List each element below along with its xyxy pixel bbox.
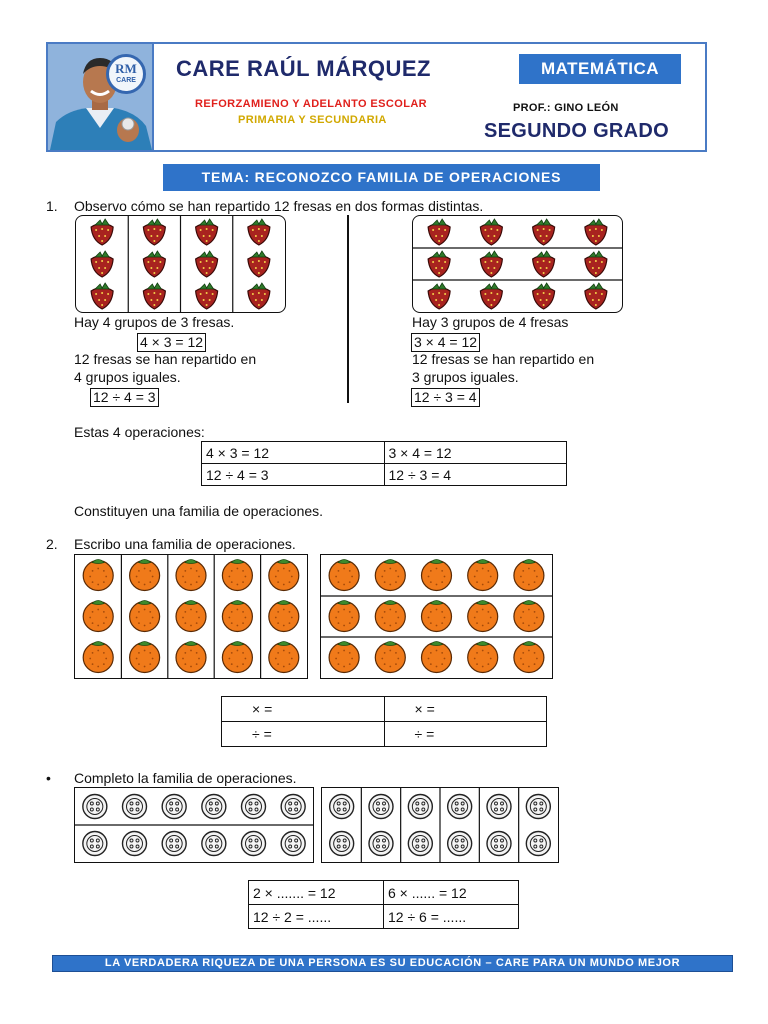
orange-icon <box>176 642 206 673</box>
table-cell: 12 ÷ 4 = 3 <box>202 464 385 486</box>
button-icon <box>83 795 107 819</box>
strawberry-icon <box>428 251 450 277</box>
slogan-line-2: PRIMARIA Y SECUNDARIA <box>238 114 387 126</box>
right-shared-text: 12 fresas se han repartido en <box>412 351 595 367</box>
left-division: 12 ÷ 4 = 3 <box>90 388 159 407</box>
button-icon <box>281 795 305 819</box>
exercise-2-prompt: Escribo una familia de operaciones. <box>74 536 296 552</box>
button-icon <box>83 832 107 856</box>
answer-cell[interactable]: × = <box>384 697 547 722</box>
strawberry-icon <box>91 219 113 245</box>
orange-icon <box>375 560 405 591</box>
strawberry-icon <box>91 283 113 309</box>
strawberry-icon <box>248 219 270 245</box>
left-equal-groups-text: 4 grupos iguales. <box>74 369 181 385</box>
slogan-line-1: REFORZAMIENO Y ADELANTO ESCOLAR <box>195 98 428 110</box>
divider-line <box>347 215 349 403</box>
orange-grid-3-rows <box>320 554 553 679</box>
strawberry-icon <box>196 251 218 277</box>
left-multiplication: 4 × 3 = 12 <box>137 333 206 352</box>
subject-badge: MATEMÁTICA <box>519 54 681 84</box>
answer-cell[interactable]: 2 × ....... = 12 <box>249 881 384 905</box>
button-icon <box>369 832 393 856</box>
topic-banner: TEMA: RECONOZCO FAMILIA DE OPERACIONES <box>163 164 600 191</box>
orange-icon <box>83 601 113 632</box>
orange-icon <box>130 642 160 673</box>
answer-cell[interactable]: × = <box>222 697 385 722</box>
strawberry-icon <box>585 219 607 245</box>
button-icon <box>408 832 432 856</box>
orange-icon <box>176 560 206 591</box>
orange-icon <box>468 560 498 591</box>
strawberry-icon <box>480 251 502 277</box>
school-logo <box>106 54 146 94</box>
strawberry-icon <box>91 251 113 277</box>
orange-icon <box>269 642 299 673</box>
orange-icon <box>329 601 359 632</box>
orange-icon <box>130 560 160 591</box>
button-icon <box>123 795 147 819</box>
button-icon <box>487 832 511 856</box>
button-icon <box>242 832 266 856</box>
button-icon <box>526 832 550 856</box>
operations-intro: Estas 4 operaciones: <box>74 424 205 440</box>
strawberry-icon <box>533 251 555 277</box>
school-name: CARE RAÚL MÁRQUEZ <box>176 56 431 81</box>
button-icon <box>487 795 511 819</box>
orange-icon <box>269 601 299 632</box>
orange-icon <box>375 601 405 632</box>
orange-icon <box>514 642 544 673</box>
right-equal-groups-text: 3 grupos iguales. <box>412 369 519 385</box>
header <box>46 42 707 152</box>
grade-label: SEGUNDO GRADO <box>484 120 670 142</box>
button-icon <box>162 832 186 856</box>
strawberry-icon <box>143 219 165 245</box>
strawberry-icon <box>480 219 502 245</box>
exercise-2-answer-table <box>221 696 547 747</box>
answer-cell[interactable]: 12 ÷ 6 = ...... <box>384 905 519 929</box>
button-icon <box>202 832 226 856</box>
exercise-3-bullet: • <box>46 770 51 786</box>
logo-text: RM <box>115 61 137 76</box>
button-icon <box>369 795 393 819</box>
orange-grid-5-columns <box>74 554 308 679</box>
strawberry-icon <box>533 219 555 245</box>
button-icon <box>448 832 472 856</box>
strawberry-icon <box>143 283 165 309</box>
orange-icon <box>422 642 452 673</box>
orange-icon <box>468 601 498 632</box>
button-icon <box>281 832 305 856</box>
orange-icon <box>329 560 359 591</box>
strawberry-icon <box>248 283 270 309</box>
right-division: 12 ÷ 3 = 4 <box>411 388 480 407</box>
answer-cell[interactable]: ÷ = <box>222 722 385 747</box>
button-icon <box>448 795 472 819</box>
button-icon <box>330 832 354 856</box>
orange-icon <box>222 601 252 632</box>
footer-banner: LA VERDADERA RIQUEZA DE UNA PERSONA ES SU EDUCACIÓN – CARE PARA UN MUNDO MEJOR <box>52 955 733 972</box>
orange-icon <box>83 642 113 673</box>
answer-cell[interactable]: ÷ = <box>384 722 547 747</box>
answer-cell[interactable]: 6 × ...... = 12 <box>384 881 519 905</box>
button-grid-6-columns <box>321 787 559 863</box>
exercise-1-number: 1. <box>46 198 58 214</box>
button-icon <box>242 795 266 819</box>
strawberry-icon <box>428 283 450 309</box>
strawberry-icon <box>248 251 270 277</box>
strawberry-grid-4-groups <box>75 215 286 313</box>
button-icon <box>408 795 432 819</box>
strawberry-grid-3-groups <box>412 215 623 313</box>
right-multiplication: 3 × 4 = 12 <box>411 333 480 352</box>
left-shared-text: 12 fresas se han repartido en <box>74 351 257 367</box>
operations-family-table <box>201 441 567 486</box>
orange-icon <box>222 642 252 673</box>
teacher-photo <box>48 44 154 150</box>
strawberry-icon <box>196 283 218 309</box>
left-groups-text: Hay 4 grupos de 3 fresas. <box>74 314 235 330</box>
right-groups-text: Hay 3 grupos de 4 fresas <box>412 314 569 330</box>
button-icon <box>202 795 226 819</box>
strawberry-icon <box>196 219 218 245</box>
exercise-3-answer-table <box>248 880 519 929</box>
table-cell: 4 × 3 = 12 <box>202 442 385 464</box>
button-icon <box>330 795 354 819</box>
orange-icon <box>514 601 544 632</box>
exercise-2-number: 2. <box>46 536 58 552</box>
strawberry-icon <box>585 251 607 277</box>
table-cell: 12 ÷ 3 = 4 <box>384 464 567 486</box>
answer-cell[interactable]: 12 ÷ 2 = ...... <box>249 905 384 929</box>
orange-icon <box>375 642 405 673</box>
orange-icon <box>329 642 359 673</box>
conclusion-text: Constituyen una familia de operaciones. <box>74 503 324 519</box>
orange-icon <box>269 560 299 591</box>
button-icon <box>123 832 147 856</box>
orange-icon <box>222 560 252 591</box>
teacher-name: PROF.: GINO LEÓN <box>513 102 619 114</box>
exercise-3-prompt: Completo la familia de operaciones. <box>74 770 297 786</box>
strawberry-icon <box>428 219 450 245</box>
strawberry-icon <box>143 251 165 277</box>
table-cell: 3 × 4 = 12 <box>384 442 567 464</box>
orange-icon <box>130 601 160 632</box>
strawberry-icon <box>533 283 555 309</box>
orange-icon <box>514 560 544 591</box>
orange-icon <box>422 560 452 591</box>
orange-icon <box>422 601 452 632</box>
orange-icon <box>83 560 113 591</box>
orange-icon <box>468 642 498 673</box>
strawberry-icon <box>585 283 607 309</box>
logo-subtext: CARE <box>116 77 136 84</box>
orange-icon <box>176 601 206 632</box>
exercise-1-prompt: Observo cómo se han repartido 12 fresas en dos formas distintas. <box>74 198 484 214</box>
button-icon <box>526 795 550 819</box>
button-icon <box>162 795 186 819</box>
button-grid-2-rows <box>74 787 314 863</box>
strawberry-icon <box>480 283 502 309</box>
